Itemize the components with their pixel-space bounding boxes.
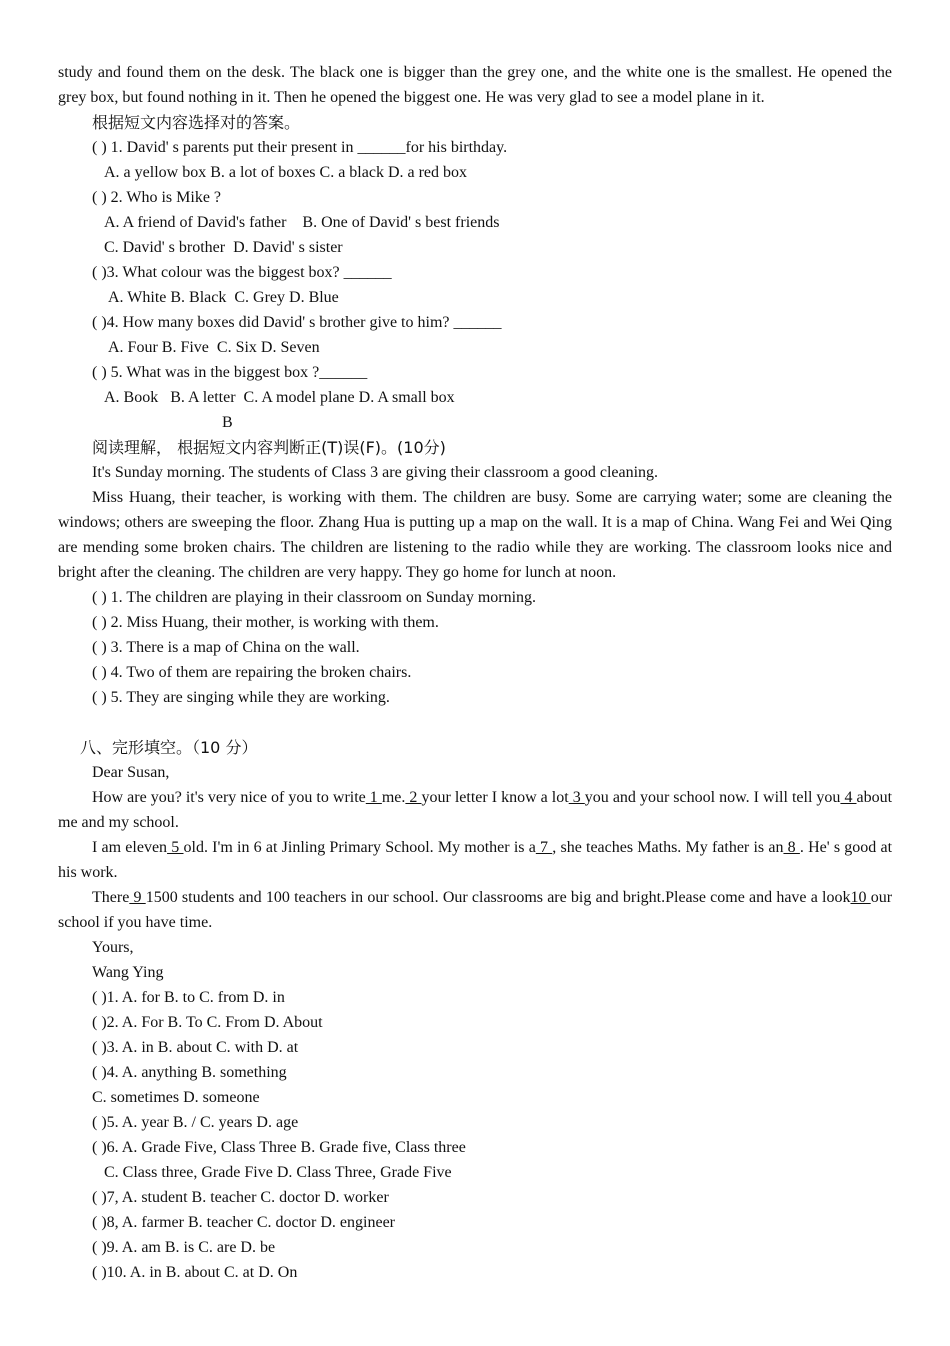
- cloze-item-5: ( )5. A. year B. / C. years D. age: [92, 1114, 299, 1131]
- text-run: our school if you have time.: [58, 889, 897, 931]
- document-page: [58, 60, 897, 1285]
- passage-a-text: study and found them on the desk. The black one is bigger than the grey one, and the white one is the smallest. He opened the grey box, but found nothing in it. Then he opened the biggest one. He was very glad to see a model plane in it.: [58, 64, 896, 106]
- spacer: [58, 710, 892, 735]
- cloze-item-4-cont: C. sometimes D. someone: [92, 1089, 260, 1106]
- cloze-item-7: ( )7, A. student B. teacher C. doctor D. worker: [92, 1189, 389, 1206]
- text-run: me.: [381, 789, 406, 806]
- text-run: . He' s good at his work.: [58, 839, 897, 881]
- blank-5: 5: [167, 839, 184, 856]
- cloze-item-3: ( )3. A. in B. about C. with D. at: [92, 1039, 299, 1056]
- question-1-options: A. a yellow box B. a lot of boxes C. a black D. a red box: [104, 164, 468, 181]
- question-2: ( ) 2. Who is Mike ?: [92, 189, 222, 206]
- question-5-options: A. Book B. A letter C. A model plane D. A small box: [104, 389, 455, 406]
- text-run: , she teaches Maths. My father is an: [552, 839, 784, 856]
- cloze-item-9: ( )9. A. am B. is C. are D. be: [92, 1239, 276, 1256]
- section-b-heading: 阅读理解， 根据短文内容判断正(T)误(F)。(10分): [92, 438, 446, 457]
- cloze-item-1: ( )1. A. for B. to C. from D. in: [92, 989, 285, 1006]
- text-run: you and your school now. I will tell you: [584, 789, 841, 806]
- cloze-item-6: ( )6. A. Grade Five, Class Three B. Grade five, Class three: [92, 1139, 466, 1156]
- text-run: old. I'm in 6 at Jinling Primary School. My mother is a: [183, 839, 536, 856]
- question-1: ( ) 1. David' s parents put their present in ______for his birthday.: [92, 139, 508, 156]
- section-b-label: B: [222, 414, 233, 431]
- letter-para-2: [58, 835, 897, 885]
- blank-3: 3: [568, 789, 585, 806]
- letter-closing: Yours,: [92, 939, 134, 956]
- cloze-item-10: ( )10. A. in B. about C. at D. On: [92, 1264, 298, 1281]
- question-2-options-a: A. A friend of David's father B. One of David' s best friends: [104, 214, 500, 231]
- letter-greeting: Dear Susan,: [92, 764, 170, 781]
- letter-signature: Wang Ying: [92, 964, 164, 981]
- passage-a-instruction: 根据短文内容选择对的答案。: [92, 113, 301, 132]
- question-2-options-b: C. David' s brother D. David' s sister: [104, 239, 343, 256]
- cloze-item-6-cont: C. Class three, Grade Five D. Class Three, Grade Five: [104, 1164, 452, 1181]
- blank-2: 2: [405, 789, 422, 806]
- question-4-options: A. Four B. Five C. Six D. Seven: [108, 339, 320, 356]
- letter-para-3: [58, 885, 897, 935]
- text-run: There: [92, 889, 130, 906]
- cloze-item-2: ( )2. A. For B. To C. From D. About: [92, 1014, 323, 1031]
- question-3: ( )3. What colour was the biggest box? ______: [92, 264, 392, 281]
- cloze-heading: 八、完形填空。（10 分）: [80, 738, 258, 757]
- blank-4: 4: [840, 789, 857, 806]
- text-run: How are you? it's very nice of you to write: [92, 789, 366, 806]
- question-3-options: A. White B. Black C. Grey D. Blue: [108, 289, 339, 306]
- passage-b-para-2: Miss Huang, their teacher, is working with them. The children are busy. Some are carrying water; some are cleaning the windows; others are sweeping the floor. Zhang Hua is putting up a map on the wall. It is a map of China. Wang Fei and Wei Qing are mending some broken chairs. The children are listening to the radio while they are working. The classroom looks nice and bright after the cleaning. The children are very happy. They go home for lunch at noon.: [58, 489, 896, 581]
- statement-4: ( ) 4. Two of them are repairing the broken chairs.: [92, 664, 412, 681]
- statement-3: ( ) 3. There is a map of China on the wall.: [92, 639, 360, 656]
- statement-2: ( ) 2. Miss Huang, their mother, is working with them.: [92, 614, 439, 631]
- blank-8: 8: [783, 839, 800, 856]
- blank-9: 9: [129, 889, 146, 906]
- cloze-item-8: ( )8, A. farmer B. teacher C. doctor D. engineer: [92, 1214, 395, 1231]
- text-run: I am eleven: [92, 839, 168, 856]
- cloze-item-4: ( )4. A. anything B. something: [92, 1064, 287, 1081]
- text-run: 1500 students and 100 teachers in our school. Our classrooms are big and bright.Please come and have a look: [145, 889, 851, 906]
- text-run: about me and my school.: [58, 789, 897, 831]
- blank-10: 10: [850, 889, 871, 906]
- question-4: ( )4. How many boxes did David' s brother give to him? ______: [92, 314, 502, 331]
- question-5: ( ) 5. What was in the biggest box ?______: [92, 364, 368, 381]
- passage-b-para-1: It's Sunday morning. The students of Class 3 are giving their classroom a good cleaning.: [92, 464, 659, 481]
- blank-1: 1: [365, 789, 382, 806]
- statement-1: ( ) 1. The children are playing in their classroom on Sunday morning.: [92, 589, 537, 606]
- blank-7: 7: [535, 839, 553, 856]
- text-run: your letter I know a lot: [421, 789, 569, 806]
- statement-5: ( ) 5. They are singing while they are working.: [92, 689, 390, 706]
- letter-para-1: [58, 785, 897, 835]
